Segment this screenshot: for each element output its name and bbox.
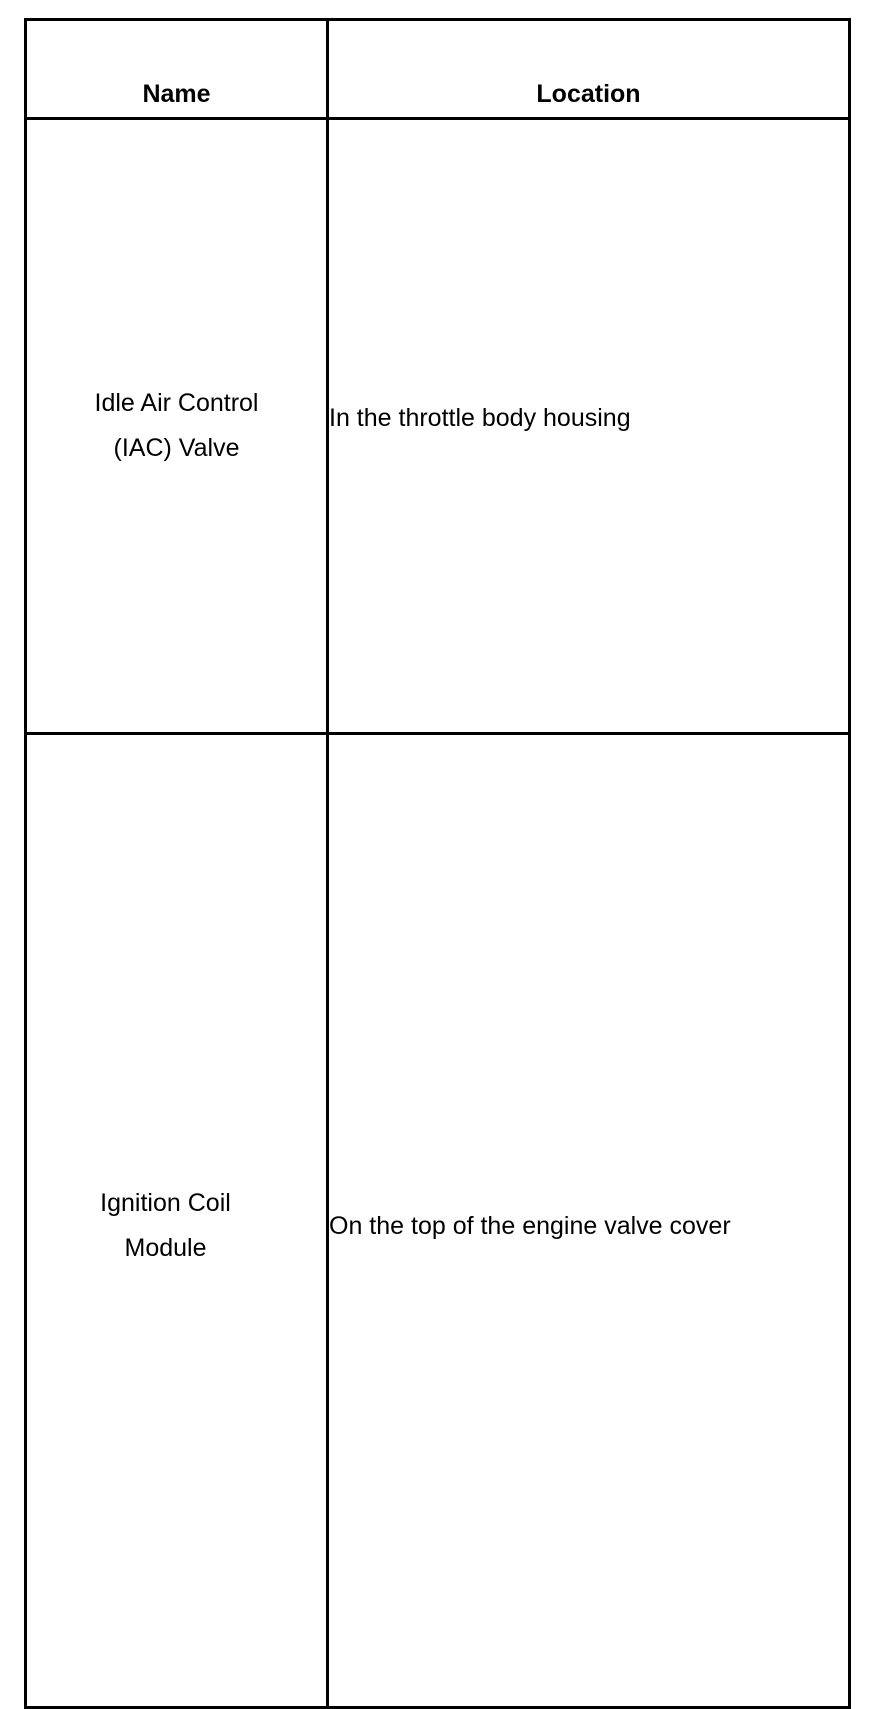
header-name: Name <box>26 20 328 119</box>
component-location: In the throttle body housing <box>329 404 631 432</box>
location-cell <box>328 734 850 1708</box>
name-cell <box>26 119 328 734</box>
component-location: On the top of the engine valve cover <box>329 1211 731 1240</box>
table-header-row <box>26 20 850 119</box>
component-name: Ignition Coil Module <box>100 1188 231 1262</box>
header-location: Location <box>328 20 850 119</box>
table-row <box>26 119 850 734</box>
table-row <box>26 734 850 1708</box>
location-cell <box>328 119 850 734</box>
component-name: Idle Air Control (IAC) Valve <box>94 389 259 462</box>
name-cell <box>26 734 328 1708</box>
component-location-table <box>24 18 851 1709</box>
